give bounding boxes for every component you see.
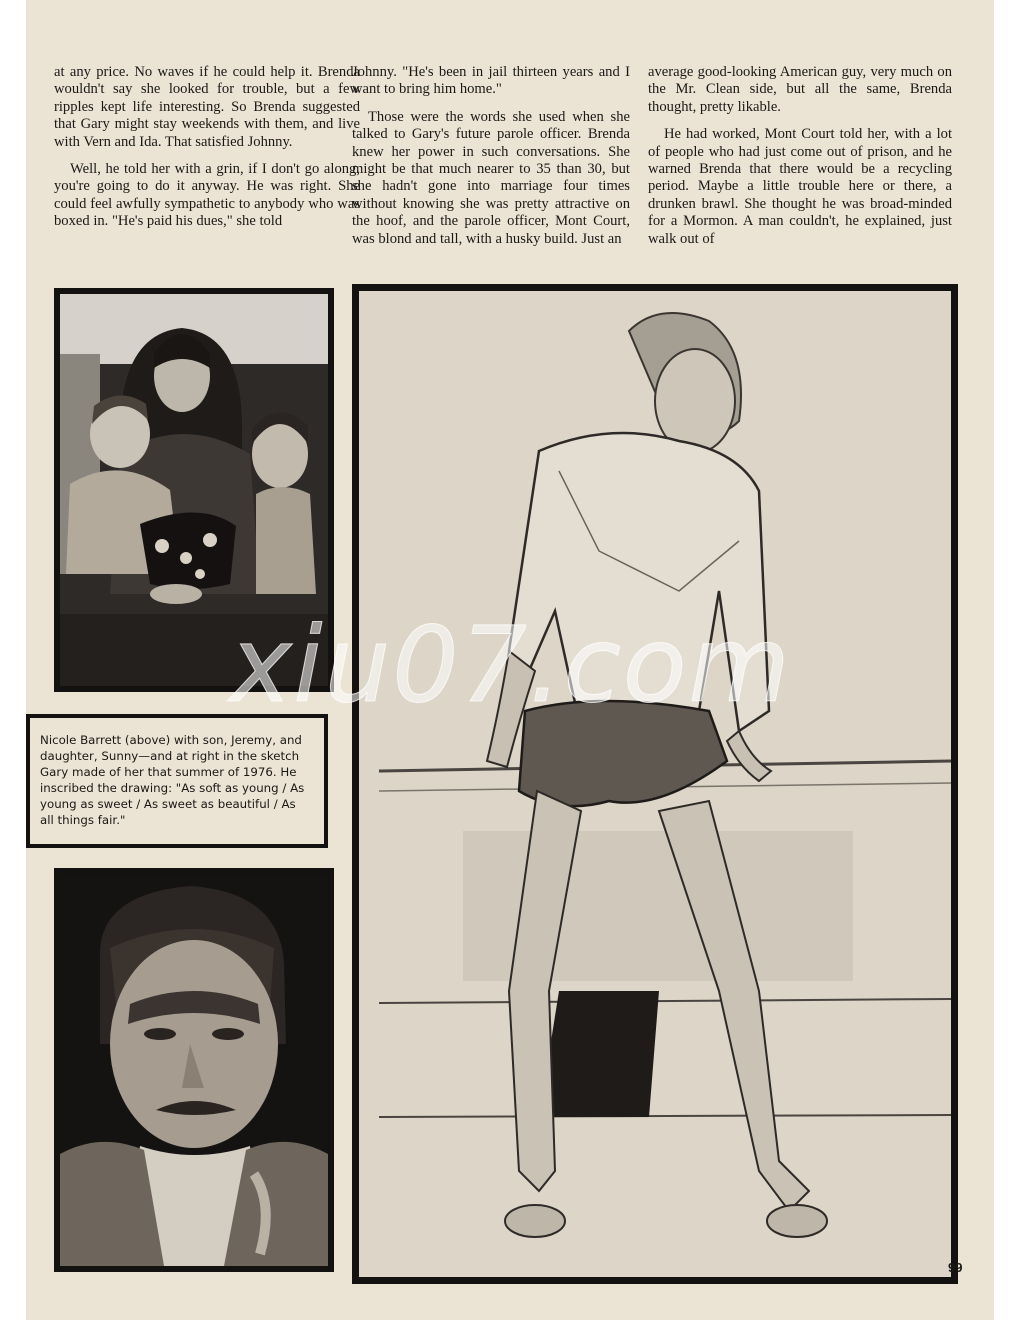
article-paragraph: He had worked, Mont Court told her, with a lot of people who had just come out of prison, and he warned Brenda that there would be a recycling period. Maybe a little trouble here or there, a drunken brawl. She thought he was broad-minded for a Mormon. A man couldn't, he explained, just walk out of [648,126,952,247]
caption-box [26,714,328,848]
article-paragraph: at any price. No waves if he could help it. Brenda wouldn't say she looked for trouble, but a few ripples kept life interesting. So Brenda suggested that Gary might stay weekends with them, and live with Vern and Ida. That satisfied Johnny. [54,64,360,150]
watermark: xiu07.com [230,604,792,726]
page-number: 99 [948,1260,963,1275]
nicole-sketch [359,291,951,1277]
portrait-photo [60,874,328,1266]
family-photo-frame [54,288,334,692]
portrait-photo-frame [54,868,334,1272]
article-column-1 [54,64,360,274]
article-paragraph: average good-looking American guy, very much on the Mr. Clean side, but all the same, Brenda thought, pretty likable. [648,64,952,115]
article-paragraph: Well, he told her with a grin, if I don't go along, you're going to do it anyway. He was right. She could feel awfully sympathetic to anybody who was boxed in. "He's paid his dues," she told [54,161,360,230]
article-column-3 [648,64,952,274]
family-photo [60,294,328,686]
article-paragraph: Johnny. "He's been in jail thirteen years and I want to bring him home." [352,64,630,98]
caption-inner [30,718,324,844]
article-paragraph: Those were the words she used when she talked to Gary's future parole officer. Brenda knew her power in such conversations. She might be that much nearer to 35 than 30, but she hadn't gone into marriage four times without knowing she was pretty attractive on the hoof, and the parole officer, Mont Court, was blond and tall, with a husky build. Just an [352,108,630,247]
magazine-page [26,0,994,1320]
article-column-2 [352,64,630,274]
caption-text: Nicole Barrett (above) with son, Jeremy, and daughter, Sunny—and at right in the sketch Gary made of her that summer of 1976. He inscribed the drawing: "As soft as young / As young as sweet / As sweet as beautiful / As all things fair." [40,733,305,827]
sketch-frame [352,284,958,1284]
